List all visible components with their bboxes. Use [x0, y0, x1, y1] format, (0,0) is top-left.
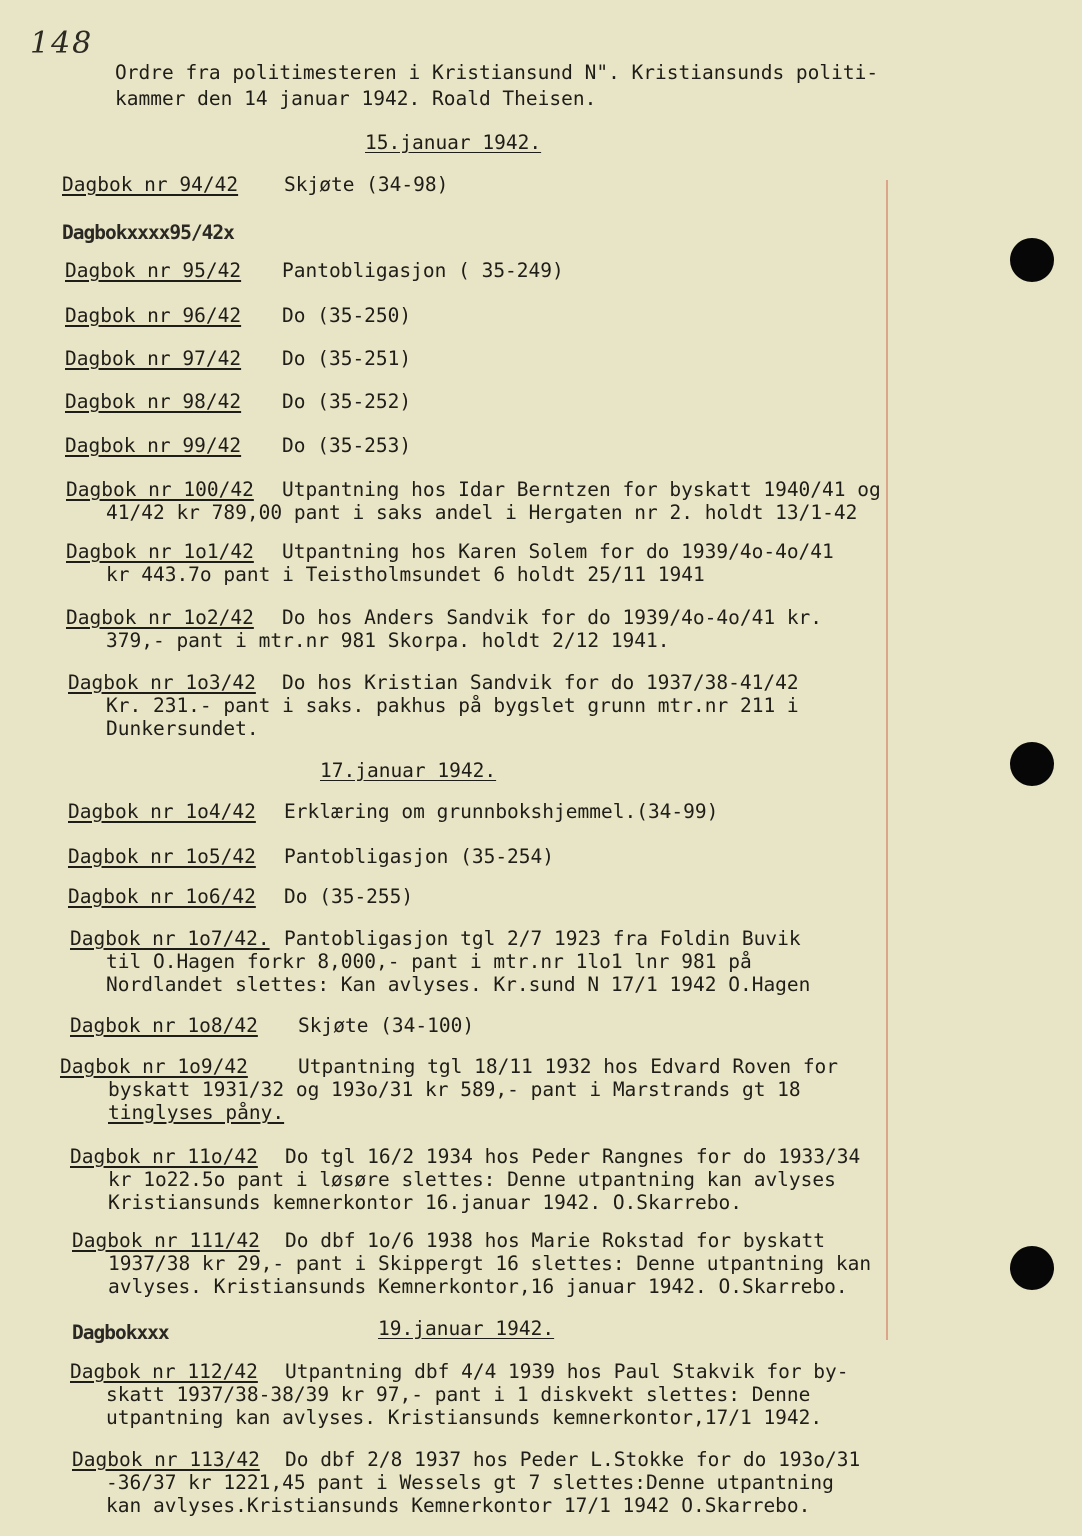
- entry-text-line: 41/42 kr 789,00 pant i saks andel i Hergaten nr 2. holdt 13/1-42: [106, 501, 858, 524]
- entry-label: Dagbok nr 98/42: [65, 390, 242, 413]
- punch-hole: [1010, 1246, 1054, 1290]
- entry-text-line: kr 443.7o pant i Teistholmsundet 6 holdt 25/11 1941: [106, 563, 705, 586]
- entry-label: Dagbok nr 113/42: [72, 1448, 260, 1471]
- entry-text-line: 1937/38 kr 29,- pant i Skippergt 16 slettes: Denne utpantning kan: [108, 1252, 872, 1275]
- entry-text-line: avlyses. Kristiansunds Kemnerkontor,16 januar 1942. O.Skarrebo.: [108, 1275, 848, 1298]
- entry-text-line: Do (35-252): [282, 390, 412, 413]
- crossed-out-text: Dagbokxxx: [72, 1321, 169, 1344]
- entry-text-line: Pantobligasjon (35-254): [284, 845, 555, 868]
- entry-text-line: Do (35-255): [284, 885, 414, 908]
- entry-text-line: Erklæring om grunnbokshjemmel.(34-99): [284, 800, 719, 823]
- entry-label: Dagbok nr 97/42: [65, 347, 242, 370]
- entry-label: Dagbok nr 95/42: [65, 259, 242, 282]
- entry-label: Dagbok nr 94/42: [62, 173, 239, 196]
- entry-text-line: Do (35-253): [282, 434, 412, 457]
- intro-line: Ordre fra politimesteren i Kristiansund N". Kristiansunds politi-: [115, 61, 879, 84]
- entry-text-line: tinglyses påny.: [108, 1101, 285, 1124]
- entry-label: Dagbok nr 1o8/42: [70, 1014, 258, 1037]
- entry-text-line: Nordlandet slettes: Kan avlyses. Kr.sund N 17/1 1942 O.Hagen: [106, 973, 811, 996]
- crossed-out-text: Dagbokxxxx95/42x: [62, 221, 234, 244]
- punch-hole: [1010, 238, 1054, 282]
- entry-text-line: Skjøte (34-98): [284, 173, 449, 196]
- entry-label: Dagbok nr 11o/42: [70, 1145, 258, 1168]
- entry-label: Dagbok nr 1o4/42: [68, 800, 256, 823]
- date-heading: 17.januar 1942.: [320, 759, 497, 782]
- entry-text-line: -36/37 kr 1221,45 pant i Wessels gt 7 slettes:Denne utpantning: [106, 1471, 834, 1494]
- entry-text-line: Do hos Kristian Sandvik for do 1937/38-41/42: [282, 671, 799, 694]
- entry-label: Dagbok nr 1o9/42: [60, 1055, 248, 1078]
- entry-label: Dagbok nr 111/42: [72, 1229, 260, 1252]
- entry-label: Dagbok nr 1o6/42: [68, 885, 256, 908]
- date-heading: 15.januar 1942.: [365, 131, 542, 154]
- entry-text-line: Utpantning dbf 4/4 1939 hos Paul Stakvik for by-: [285, 1360, 849, 1383]
- entry-text-line: Do (35-250): [282, 304, 412, 327]
- entry-text-line: 379,- pant i mtr.nr 981 Skorpa. holdt 2/12 1941.: [106, 629, 670, 652]
- entry-text-line: Pantobligasjon tgl 2/7 1923 fra Foldin Buvik: [284, 927, 801, 950]
- entry-text-line: kan avlyses.Kristiansunds Kemnerkontor 17/1 1942 O.Skarrebo.: [106, 1494, 811, 1517]
- entry-text-line: Do (35-251): [282, 347, 412, 370]
- margin-line: [886, 180, 888, 1340]
- entry-label: Dagbok nr 1o2/42: [66, 606, 254, 629]
- entry-text-line: Dunkersundet.: [106, 717, 259, 740]
- entry-text-line: Kristiansunds kemnerkontor 16.januar 1942. O.Skarrebo.: [108, 1191, 742, 1214]
- intro-line: kammer den 14 januar 1942. Roald Theisen.: [115, 87, 597, 110]
- entry-label: Dagbok nr 99/42: [65, 434, 242, 457]
- punch-hole: [1010, 742, 1054, 786]
- entry-label: Dagbok nr 1o1/42: [66, 540, 254, 563]
- entry-text-line: Utpantning hos Karen Solem for do 1939/4o-4o/41: [282, 540, 834, 563]
- entry-text-line: Do tgl 16/2 1934 hos Peder Rangnes for do 1933/34: [285, 1145, 861, 1168]
- entry-label: Dagbok nr 1o5/42: [68, 845, 256, 868]
- entry-text-line: Do dbf 2/8 1937 hos Peder L.Stokke for do 193o/31: [285, 1448, 861, 1471]
- entry-text-line: Do dbf 1o/6 1938 hos Marie Rokstad for byskatt: [285, 1229, 826, 1252]
- entry-label: Dagbok nr 100/42: [66, 478, 254, 501]
- entry-text-line: byskatt 1931/32 og 193o/31 kr 589,- pant i Marstrands gt 18: [108, 1078, 801, 1101]
- entry-label: Dagbok nr 112/42: [70, 1360, 258, 1383]
- entry-text-line: skatt 1937/38-38/39 kr 97,- pant i 1 diskvekt slettes: Denne: [106, 1383, 811, 1406]
- entry-text-line: Utpantning hos Idar Berntzen for byskatt 1940/41 og: [282, 478, 881, 501]
- entry-label: Dagbok nr 1o3/42: [68, 671, 256, 694]
- entry-text-line: Do hos Anders Sandvik for do 1939/4o-4o/41 kr.: [282, 606, 823, 629]
- entry-label: Dagbok nr 1o7/42.: [70, 927, 270, 950]
- entry-text-line: til O.Hagen forkr 8,000,- pant i mtr.nr 1lo1 lnr 981 på: [106, 950, 752, 973]
- page-number: 148: [30, 26, 94, 61]
- entry-text-line: utpantning kan avlyses. Kristiansunds kemnerkontor,17/1 1942.: [106, 1406, 823, 1429]
- entry-text-line: kr 1o22.5o pant i løsøre slettes: Denne utpantning kan avlyses: [108, 1168, 836, 1191]
- entry-label: Dagbok nr 96/42: [65, 304, 242, 327]
- entry-text-line: Kr. 231.- pant i saks. pakhus på bygslet grunn mtr.nr 211 i: [106, 694, 799, 717]
- entry-text-line: Utpantning tgl 18/11 1932 hos Edvard Roven for: [298, 1055, 839, 1078]
- entry-text-line: Pantobligasjon ( 35-249): [282, 259, 564, 282]
- date-heading: 19.januar 1942.: [378, 1317, 555, 1340]
- entry-text-line: Skjøte (34-100): [298, 1014, 475, 1037]
